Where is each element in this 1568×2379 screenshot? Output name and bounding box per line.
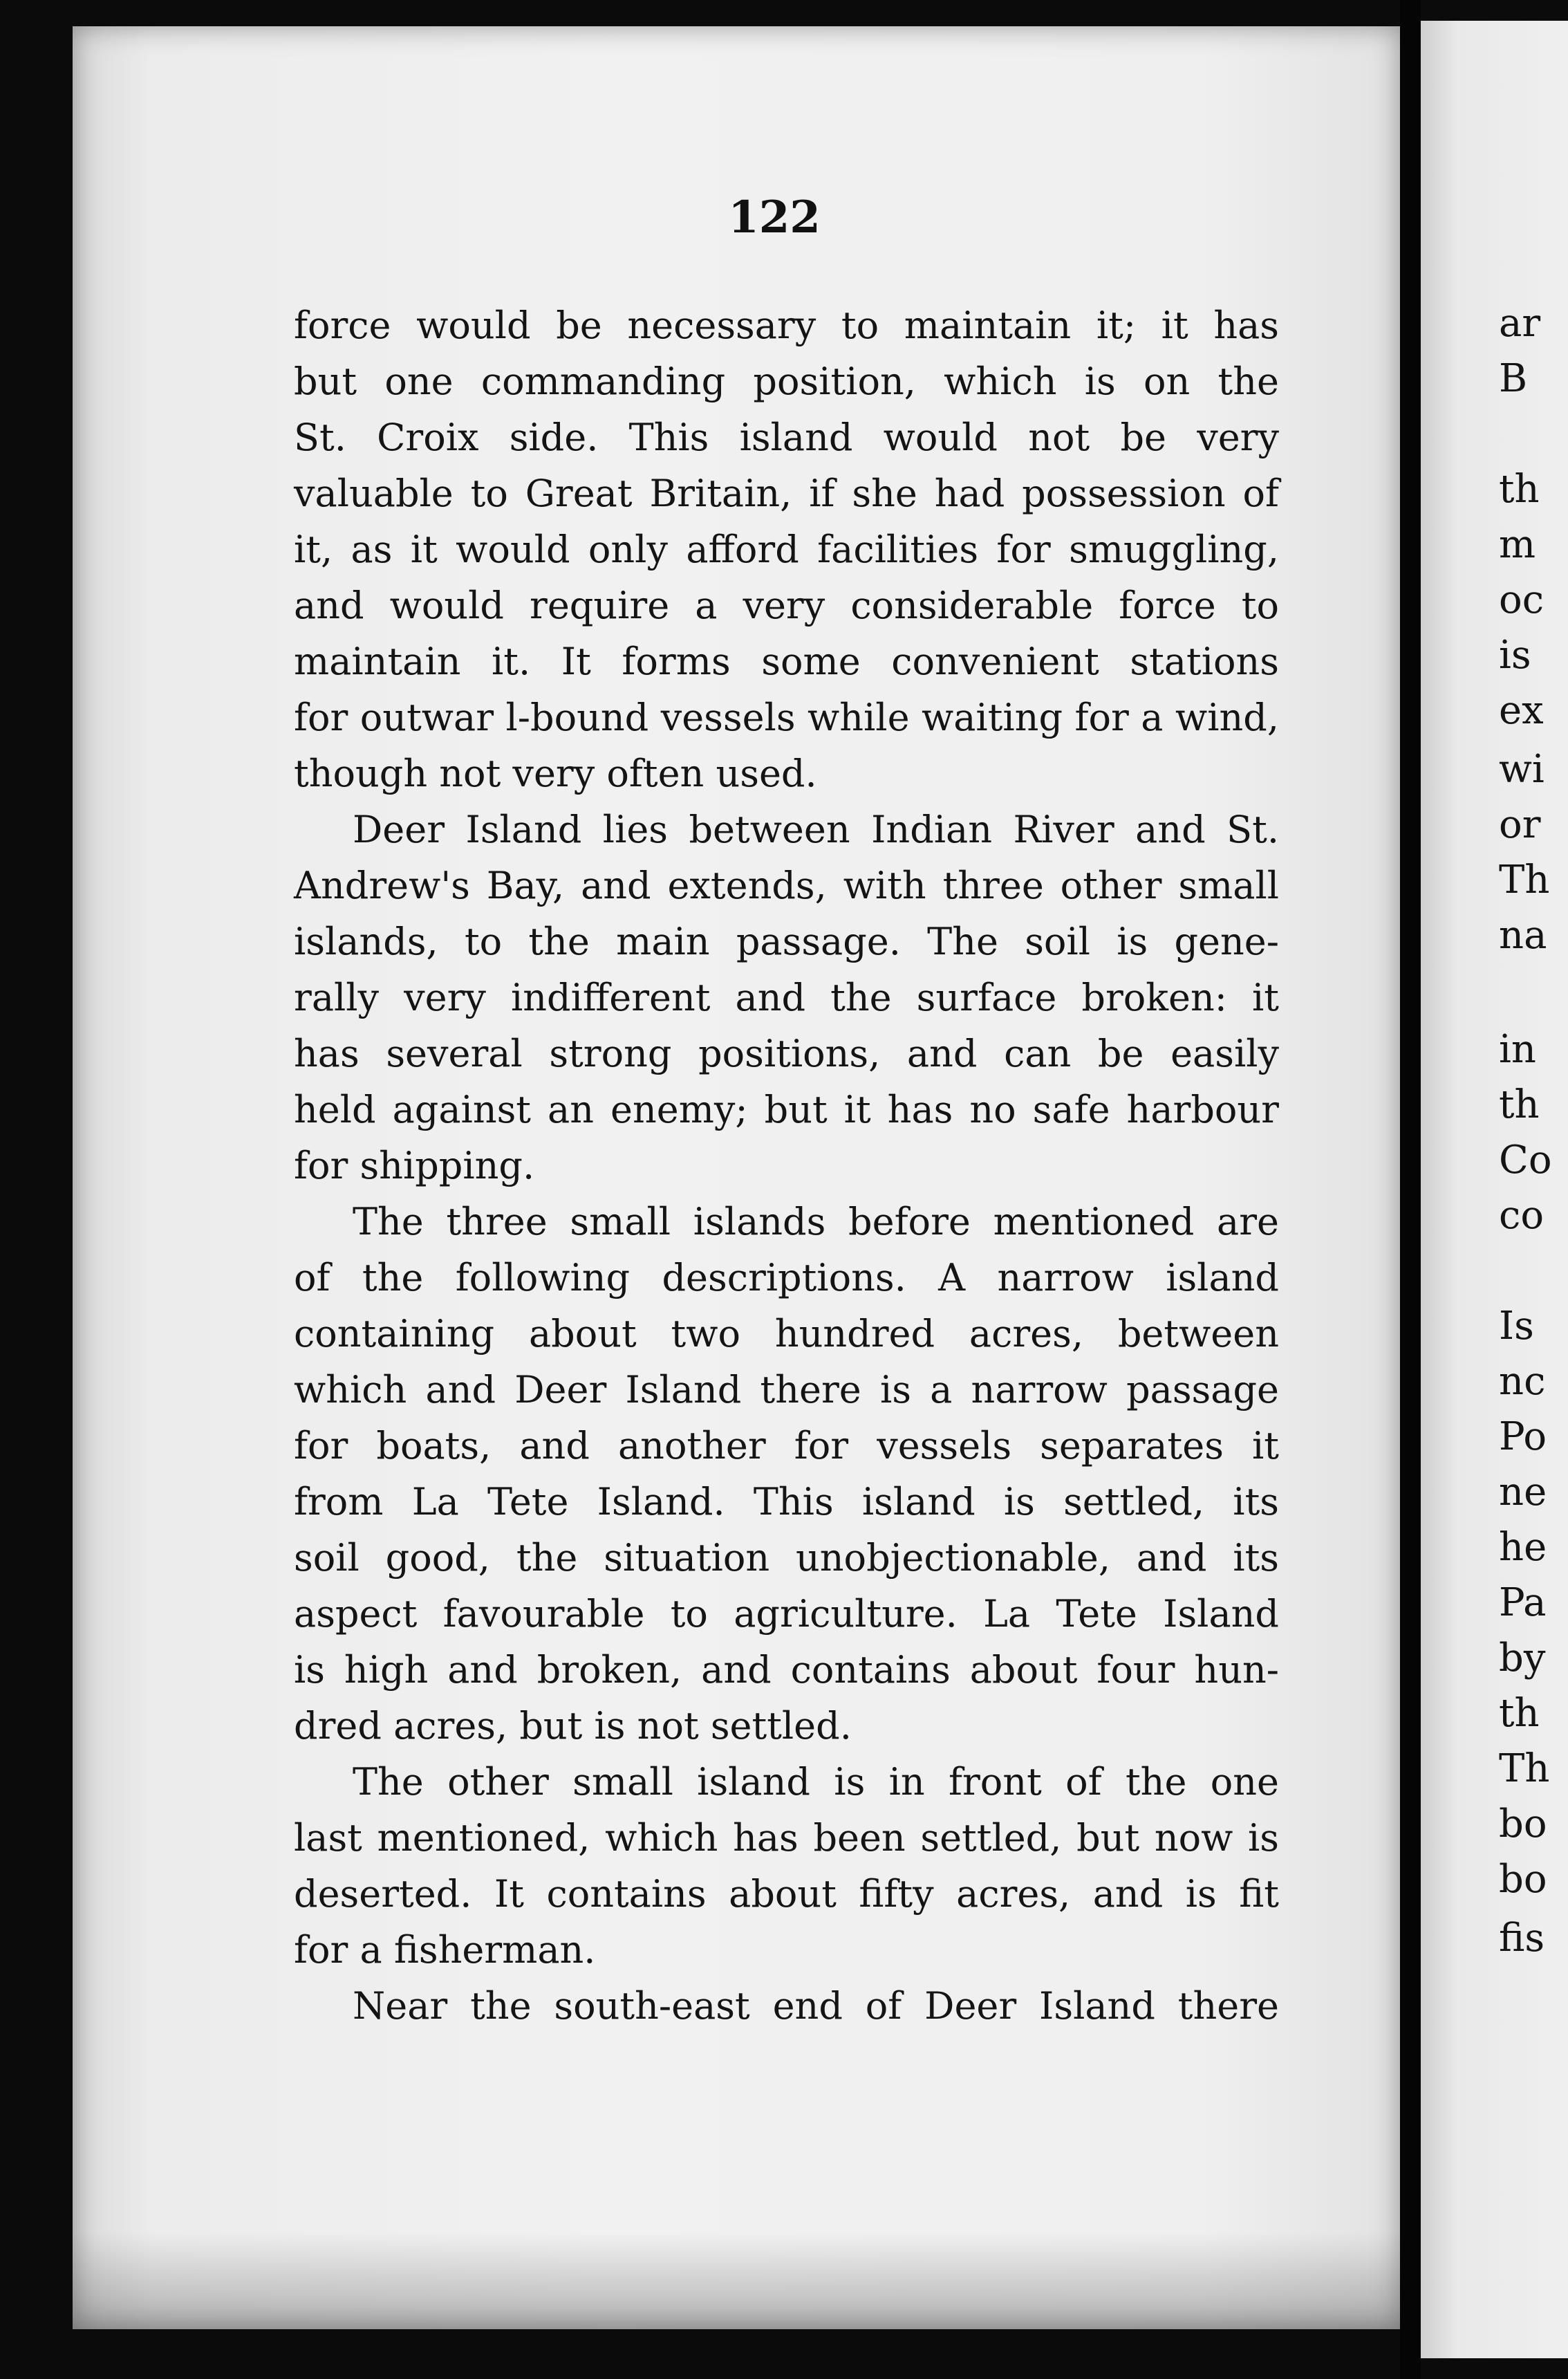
text-line: Deer Island lies between Indian River and St. [353,808,1279,851]
text-line: soil good, the situation unobjectionable, and its [294,1536,1279,1580]
facing-page-fragment: bo [1499,1857,1547,1902]
text-line: maintain it. It forms some convenient stations [294,640,1279,683]
text-line: of the following descriptions. A narrow island [294,1256,1279,1299]
facing-page-fragment: na [1499,913,1547,958]
text-line: rally very indifferent and the surface broken: it [294,976,1279,1019]
text-line: is high and broken, and contains about four hun- [294,1648,1279,1692]
text-line: The three small islands before mentioned are [353,1200,1279,1243]
facing-page-fragment: Is [1499,1304,1534,1349]
facing-page-fragment: Pa [1499,1580,1547,1625]
body-text [294,297,1279,2034]
page-number: 122 [728,192,821,243]
facing-page-fragment: th [1499,467,1540,512]
text-line: from La Tete Island. This island is settled, its [294,1480,1279,1524]
text-line: Andrew's Bay, and extends, with three other small [294,864,1279,907]
text-line: valuable to Great Britain, if she had possession of [294,472,1279,515]
text-line: though not very often used. [294,752,817,795]
text-line: The other small island is in front of the one [353,1760,1279,1804]
text-line: for outwar l-bound vessels while waiting for a wind, [294,696,1279,739]
text-line: last mentioned, which has been settled, but now is [294,1816,1279,1860]
facing-page-fragment: or [1499,802,1541,847]
text-line: but one commanding position, which is on the [294,360,1279,403]
facing-page-fragment: bo [1499,1802,1547,1846]
text-line: which and Deer Island there is a narrow passage [294,1368,1279,1411]
facing-page-fragment: in [1499,1027,1536,1072]
text-line: for boats, and another for vessels separates it [294,1424,1279,1468]
facing-page-fragment: he [1499,1525,1547,1570]
facing-page-fragment: ar [1499,301,1541,346]
facing-page-fragment: ne [1499,1470,1547,1515]
text-line: St. Croix side. This island would not be very [294,416,1279,459]
text-line: islands, to the main passage. The soil is gene- [294,920,1279,963]
facing-page-fragment: ex [1499,688,1544,733]
facing-page-fragment: oc [1499,577,1544,622]
facing-page-fragment: wi [1499,747,1544,792]
facing-page-fragment: B [1499,356,1528,401]
text-line: held against an enemy; but it has no safe harbour [294,1088,1279,1131]
facing-page-fragment: Co [1499,1138,1552,1183]
facing-page-fragment: by [1499,1636,1546,1681]
text-line: force would be necessary to maintain it; it has [294,304,1279,347]
right-page-edge [1421,21,1568,2358]
facing-page-fragment: is [1499,633,1531,678]
text-line: containing about two hundred acres, between [294,1312,1279,1355]
facing-page-fragment: Th [1499,1746,1550,1791]
text-line: it, as it would only afford facilities for smuggling, [294,528,1279,571]
text-line: and would require a very considerable force to [294,584,1279,627]
text-line: Near the south-east end of Deer Island there [353,1984,1279,2028]
facing-page-fragment: th [1499,1082,1540,1127]
facing-page-fragment: th [1499,1691,1540,1736]
facing-page-fragment: Th [1499,858,1550,902]
facing-page-fragment: nc [1499,1359,1546,1404]
facing-page-fragment: Po [1499,1414,1547,1459]
facing-page-fragment: co [1499,1193,1544,1238]
text-line: for shipping. [294,1144,535,1187]
text-line: has several strong positions, and can be easily [294,1032,1279,1075]
book-gutter [1400,0,1421,2379]
text-line: dred acres, but is not settled. [294,1704,852,1748]
text-line: for a fisherman. [294,1928,596,1972]
facing-page-fragment: fis [1499,1916,1545,1961]
text-line: deserted. It contains about fifty acres, and is fit [294,1872,1279,1916]
text-line: aspect favourable to agriculture. La Tete Island [294,1592,1279,1636]
facing-page-fragment: m [1499,522,1536,567]
